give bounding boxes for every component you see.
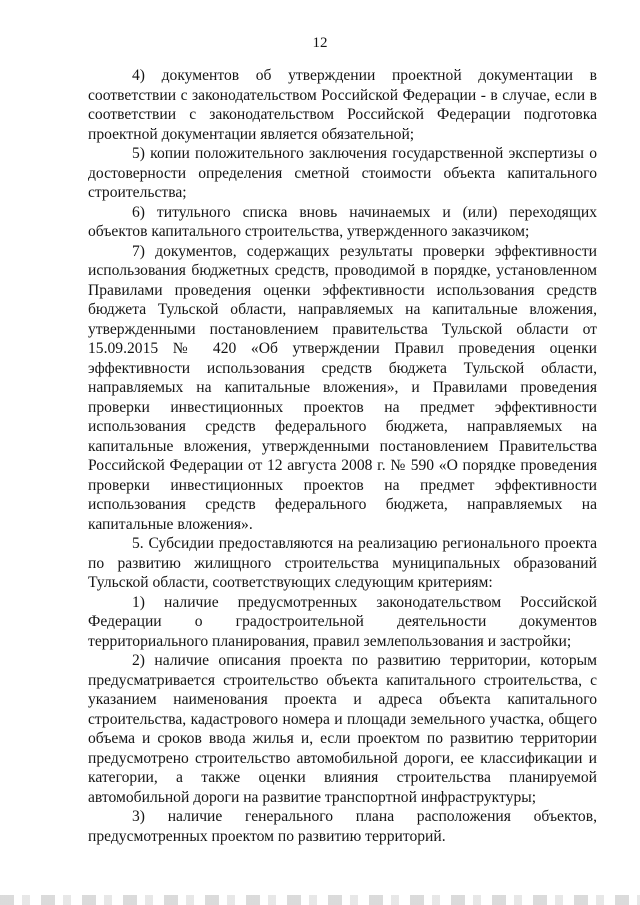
paragraph-item-5: 5) копии положительного заключения государственной экспертизы о достоверности определения сметной стоимости объекта капитального строительства;: [88, 145, 597, 201]
paragraph-item-6: 6) титульного списка вновь начинаемых и (или) переходящих объектов капитального строительства, утвержденного заказчиком;: [88, 203, 597, 240]
paragraph-criterion-1: 1) наличие предусмотренных законодательством Российской Федерации о градостроительной деятельности документов территориального планирования, правил землепользования и застройки;: [88, 593, 597, 650]
paragraph-section-5: 5. Субсидии предоставляются на реализацию регионального проекта по развитию жилищного строительства муниципальных образований Тульской области, соответствующих следующим критериям:: [88, 535, 597, 591]
paragraph-item-4: 4) документов об утверждении проектной документации в соответствии с законодательством Российской Федерации - в случае, если в соответствии с законодательством Российской Федерации подготовка проектной документации является обязательной;: [88, 67, 597, 143]
paragraph-item-7: 7) документов, содержащих результаты проверки эффективности использования бюджетных средств, проводимой в порядке, установленном Правилами проведения оценки эффективности использования средств бюджета Тульской области, направляемых на капитальные вложения, утвержденными постановлением правительства Тульской области от 15.09.2015 № 420 «Об утверждении Правил проведения оценки эффективности использования средств бюджета Тульской области, направляемых на капитальные вложения», и Правилами проведения проверки инвестиционных проектов на предмет эффективности использования средств федерального бюджета, направляемых на капитальные вложения, утвержденными постановлением Правительства Российской Федерации от 12 августа 2008 г. № 590 «О порядке проведения проверки инвестиционных проектов на предмет эффективности использования средств федерального бюджета, направляемых на капитальные вложения».: [88, 242, 597, 533]
paragraph-criterion-2: 2) наличие описания проекта по развитию территории, которым предусматривается строительство объекта капитального строительства, с указанием наименования проекта и адреса объекта капитального строительства, кадастрового номера и площади земельного участка, общего объема и сроков ввода жилья и, если проектом по развитию территории предусмотрено строительство автомобильной дороги, ее классификации и категории, а также оценки влияния строительства планируемой автомобильной дороги на развитие транспортной инфраструктуры;: [88, 652, 597, 806]
scan-edge-artifact: [0, 895, 640, 905]
document-body: [88, 66, 597, 846]
paragraph-criterion-3: 3) наличие генерального плана расположения объектов, предусмотренных проектом по развитию территорий.: [88, 808, 597, 845]
page-number: 12: [312, 35, 328, 51]
